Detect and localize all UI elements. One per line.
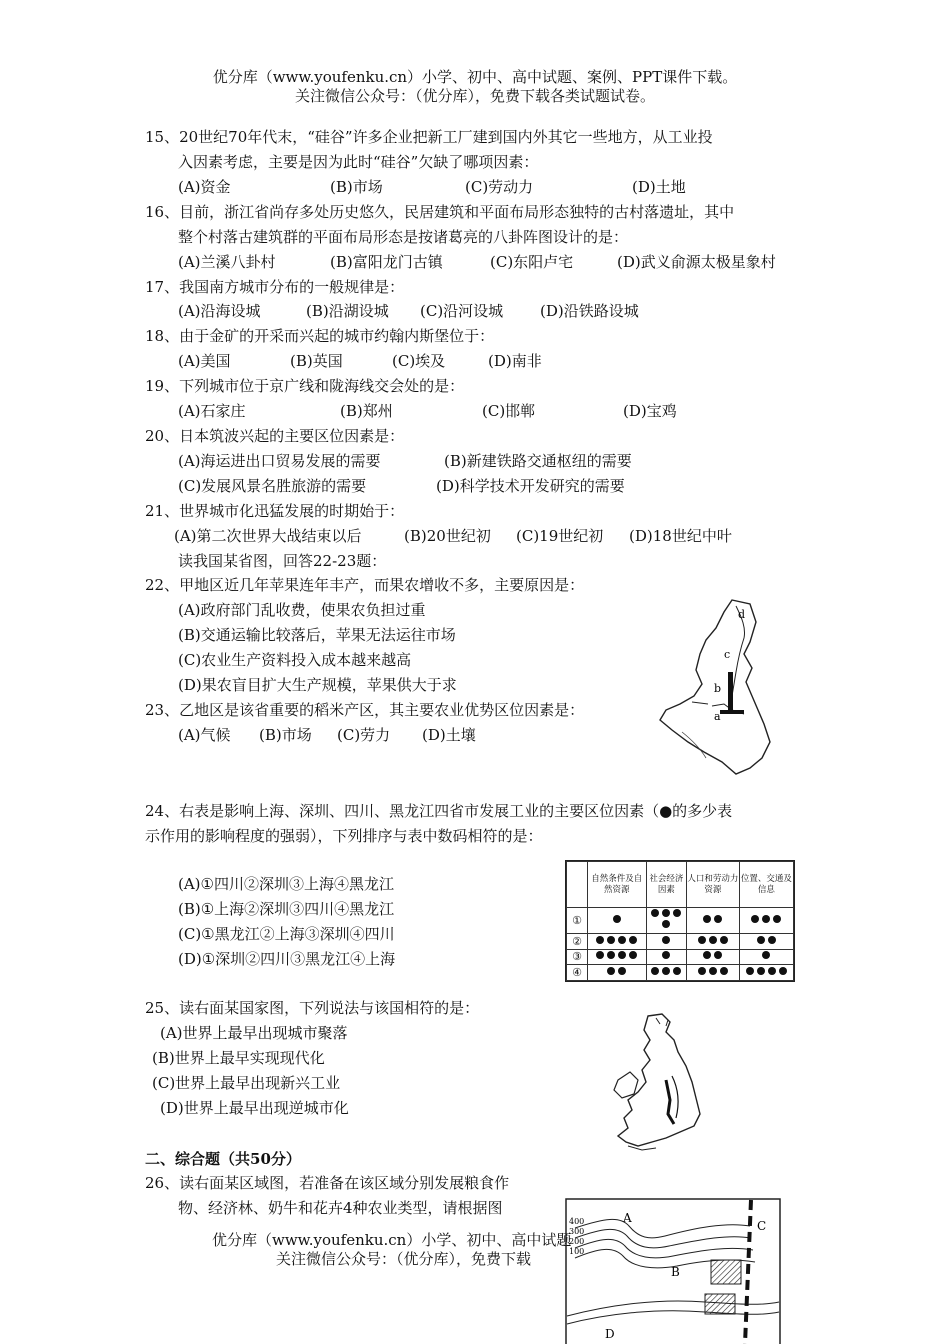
country-map bbox=[608, 1010, 708, 1155]
q25-option-a: (A)世界上最早出现城市聚落 bbox=[160, 1024, 348, 1042]
q23-option-c: (C)劳力 bbox=[337, 726, 391, 744]
dot-mark bbox=[613, 915, 621, 923]
dot-mark bbox=[607, 967, 615, 975]
q25-option-b: (B)世界上最早实现现代化 bbox=[152, 1049, 325, 1067]
q18-option-a: (A)美国 bbox=[178, 352, 231, 370]
dot-mark bbox=[618, 936, 626, 944]
dot-mark bbox=[662, 967, 670, 975]
q21-stem: 21、世界城市化迅猛发展的时期始于： bbox=[145, 502, 405, 520]
q16-option-b: (B)富阳龙门古镇 bbox=[330, 253, 443, 271]
q16-stem-1: 16、目前，浙江省尚存多处历史悠久，民居建筑和平面布局形态独特的古村落遗址，其中 bbox=[145, 203, 735, 221]
q19-option-c: (C)邯郸 bbox=[482, 402, 536, 420]
table-cell-dots bbox=[646, 949, 686, 965]
q18-option-d: (D)南非 bbox=[488, 352, 542, 370]
read-22-23: 读我国某省图，回答22-23题： bbox=[178, 552, 387, 570]
table-row-label: ③ bbox=[567, 949, 588, 965]
q20-option-a: (A)海运进出口贸易发展的需要 bbox=[178, 452, 381, 470]
q22-option-c: (C)农业生产资料投入成本越来越高 bbox=[178, 651, 412, 669]
dot-mark bbox=[596, 936, 604, 944]
dot-mark bbox=[703, 951, 711, 959]
q24-option-a: (A)①四川②深圳③上海④黑龙江 bbox=[178, 875, 394, 893]
table-cell-dots bbox=[646, 933, 686, 949]
q15-option-a: (A)资金 bbox=[178, 178, 231, 196]
table-row-label: ② bbox=[567, 933, 588, 949]
table-row bbox=[567, 949, 794, 965]
dot-mark bbox=[773, 915, 781, 923]
q23-option-d: (D)土壤 bbox=[422, 726, 476, 744]
table-header-1: 自然条件及自然资源 bbox=[588, 862, 647, 908]
map22-label-b: b bbox=[714, 682, 722, 695]
table-row bbox=[567, 908, 794, 934]
map26-label-a: A bbox=[623, 1211, 632, 1225]
q17-option-a: (A)沿海设城 bbox=[178, 302, 261, 320]
dot-mark bbox=[662, 951, 670, 959]
dot-mark bbox=[751, 915, 759, 923]
q16-option-d: (D)武义俞源太极星象村 bbox=[617, 253, 776, 271]
q20-option-b: (B)新建铁路交通枢纽的需要 bbox=[444, 452, 632, 470]
footer-line-1: 优分库（www.youfenku.cn）小学、初中、高中试题 bbox=[212, 1231, 572, 1249]
dot-mark bbox=[596, 951, 604, 959]
footer-line-2: 关注微信公众号：（优分库），免费下载 bbox=[276, 1250, 532, 1268]
table-cell-dots bbox=[687, 949, 740, 965]
q25-option-d: (D)世界上最早出现逆城市化 bbox=[160, 1099, 349, 1117]
q21-option-c: (C)19世纪初 bbox=[516, 527, 604, 545]
section-2-title: 二、综合题（共50分） bbox=[145, 1150, 301, 1168]
q15-option-d: (D)土地 bbox=[632, 178, 686, 196]
dot-mark bbox=[662, 909, 670, 917]
q19-option-b: (B)郑州 bbox=[340, 402, 393, 420]
q16-option-a: (A)兰溪八卦村 bbox=[178, 253, 276, 271]
q21-option-d: (D)18世纪中叶 bbox=[629, 527, 732, 545]
dot-mark bbox=[720, 936, 728, 944]
table-cell-dots bbox=[588, 933, 647, 949]
dot-mark bbox=[629, 936, 637, 944]
q17-option-c: (C)沿河设城 bbox=[420, 302, 504, 320]
dot-mark bbox=[779, 967, 787, 975]
table-cell-dots bbox=[739, 933, 793, 949]
header-line-1: 优分库（www.youfenku.cn）小学、初中、高中试题、案例、PPT课件下载。 bbox=[212, 68, 738, 86]
province-map bbox=[652, 592, 772, 777]
dot-mark bbox=[714, 915, 722, 923]
table-cell-dots bbox=[588, 949, 647, 965]
table-cell-dots bbox=[646, 965, 686, 981]
q22-stem: 22、甲地区近几年苹果连年丰产，而果农增收不多，主要原因是： bbox=[145, 576, 585, 594]
map26-label-d: D bbox=[605, 1327, 615, 1341]
q18-option-c: (C)埃及 bbox=[392, 352, 446, 370]
table-row bbox=[567, 965, 794, 981]
dot-mark bbox=[607, 951, 615, 959]
q26-stem-1: 26、读右面某区域图，若准备在该区域分别发展粮食作 bbox=[145, 1174, 510, 1192]
q15-option-c: (C)劳动力 bbox=[465, 178, 534, 196]
q21-option-a: (A)第二次世界大战结束以后 bbox=[174, 527, 362, 545]
q19-option-d: (D)宝鸡 bbox=[623, 402, 677, 420]
dot-mark bbox=[714, 951, 722, 959]
table-cell-dots bbox=[588, 908, 647, 934]
header-line-2: 关注微信公众号：（优分库），免费下载各类试题试卷。 bbox=[294, 87, 655, 105]
contour-100: 100 bbox=[569, 1247, 585, 1256]
q18-stem: 18、由于金矿的开采而兴起的城市约翰内斯堡位于： bbox=[145, 327, 495, 345]
dot-mark bbox=[720, 967, 728, 975]
dot-mark bbox=[607, 936, 615, 944]
q26-stem-2: 物、经济林、奶牛和花卉4种农业类型，请根据图 bbox=[178, 1199, 503, 1217]
table-cell-dots bbox=[739, 949, 793, 965]
q17-option-d: (D)沿铁路设城 bbox=[540, 302, 639, 320]
q24-option-b: (B)①上海②深圳③四川④黑龙江 bbox=[178, 900, 395, 918]
dot-mark bbox=[762, 951, 770, 959]
dot-mark bbox=[757, 967, 765, 975]
table-cell-dots bbox=[588, 965, 647, 981]
factor-table bbox=[565, 860, 795, 982]
q19-option-a: (A)石家庄 bbox=[178, 402, 246, 420]
table-corner bbox=[567, 862, 588, 908]
q16-option-c: (C)东阳卢宅 bbox=[490, 253, 574, 271]
map22-label-c: c bbox=[724, 648, 731, 661]
dot-mark bbox=[629, 951, 637, 959]
q17-stem: 17、我国南方城市分布的一般规律是： bbox=[145, 278, 405, 296]
q25-option-c: (C)世界上最早出现新兴工业 bbox=[152, 1074, 341, 1092]
dot-mark bbox=[709, 936, 717, 944]
q24-stem-1: 24、右表是影响上海、深圳、四川、黑龙江四省市发展工业的主要区位因素（●的多少表 bbox=[145, 802, 733, 820]
map22-label-a: a bbox=[714, 710, 721, 723]
dot-mark bbox=[703, 915, 711, 923]
table-row-label: ④ bbox=[567, 965, 588, 981]
dot-mark bbox=[618, 951, 626, 959]
dot-mark bbox=[673, 967, 681, 975]
dot-mark bbox=[651, 967, 659, 975]
q15-stem-1: 15、20世纪70年代末，“硅谷”许多企业把新工厂建到国内外其它一些地方，从工业投 bbox=[145, 128, 713, 146]
contour-400: 400 bbox=[569, 1217, 585, 1226]
dot-mark bbox=[618, 967, 626, 975]
dot-mark bbox=[673, 909, 681, 917]
dot-mark bbox=[662, 920, 670, 928]
q20-option-c: (C)发展风景名胜旅游的需要 bbox=[178, 477, 367, 495]
dot-mark bbox=[698, 967, 706, 975]
q23-option-b: (B)市场 bbox=[259, 726, 312, 744]
q24-option-c: (C)①黑龙江②上海③深圳④四川 bbox=[178, 925, 395, 943]
q15-option-b: (B)市场 bbox=[330, 178, 383, 196]
table-cell-dots bbox=[739, 908, 793, 934]
contour-200: 200 bbox=[569, 1237, 585, 1246]
table-row-label: ① bbox=[567, 908, 588, 934]
q22-option-d: (D)果农盲目扩大生产规模，苹果供大于求 bbox=[178, 676, 457, 694]
table-header-4: 位置、交通及信息 bbox=[739, 862, 793, 908]
q25-stem: 25、读右面某国家图，下列说法与该国相符的是： bbox=[145, 999, 480, 1017]
dot-mark bbox=[757, 936, 765, 944]
table-cell-dots bbox=[687, 933, 740, 949]
dot-mark bbox=[768, 936, 776, 944]
region-map bbox=[565, 1198, 785, 1344]
q19-stem: 19、下列城市位于京广线和陇海线交会处的是： bbox=[145, 377, 465, 395]
q21-option-b: (B)20世纪初 bbox=[404, 527, 491, 545]
q22-option-b: (B)交通运输比较落后，苹果无法运往市场 bbox=[178, 626, 456, 644]
table-row bbox=[567, 933, 794, 949]
map26-label-b: B bbox=[671, 1265, 680, 1279]
q22-option-a: (A)政府部门乱收费，使果农负担过重 bbox=[178, 601, 426, 619]
table-header-3: 人口和劳动力资源 bbox=[687, 862, 740, 908]
dot-mark bbox=[768, 967, 776, 975]
q24-option-d: (D)①深圳②四川③黑龙江④上海 bbox=[178, 950, 396, 968]
table-cell-dots bbox=[687, 965, 740, 981]
contour-300: 300 bbox=[569, 1227, 585, 1236]
table-cell-dots bbox=[687, 908, 740, 934]
q23-stem: 23、乙地区是该省重要的稻米产区，其主要农业优势区位因素是： bbox=[145, 701, 585, 719]
table-cell-dots bbox=[646, 908, 686, 934]
q23-option-a: (A)气候 bbox=[178, 726, 231, 744]
dot-mark bbox=[698, 936, 706, 944]
table-header-2: 社会经济因素 bbox=[646, 862, 686, 908]
q16-stem-2: 整个村落古建筑群的平面布局形态是按诸葛亮的八卦阵图设计的是： bbox=[178, 228, 629, 246]
map22-label-d: d bbox=[738, 608, 746, 621]
dot-mark bbox=[746, 967, 754, 975]
q20-option-d: (D)科学技术开发研究的需要 bbox=[436, 477, 625, 495]
q20-stem: 20、日本筑波兴起的主要区位因素是： bbox=[145, 427, 405, 445]
dot-mark bbox=[651, 909, 659, 917]
q24-stem-2: 示作用的影响程度的强弱），下列排序与表中数码相符的是： bbox=[145, 827, 543, 845]
map26-label-c: C bbox=[757, 1219, 767, 1233]
dot-mark bbox=[709, 967, 717, 975]
q17-option-b: (B)沿湖设城 bbox=[306, 302, 389, 320]
q18-option-b: (B)英国 bbox=[290, 352, 343, 370]
q15-stem-2: 入因素考虑，主要是因为此时“硅谷”欠缺了哪项因素： bbox=[178, 153, 539, 171]
table-cell-dots bbox=[739, 965, 793, 981]
dot-mark bbox=[662, 936, 670, 944]
dot-mark bbox=[762, 915, 770, 923]
